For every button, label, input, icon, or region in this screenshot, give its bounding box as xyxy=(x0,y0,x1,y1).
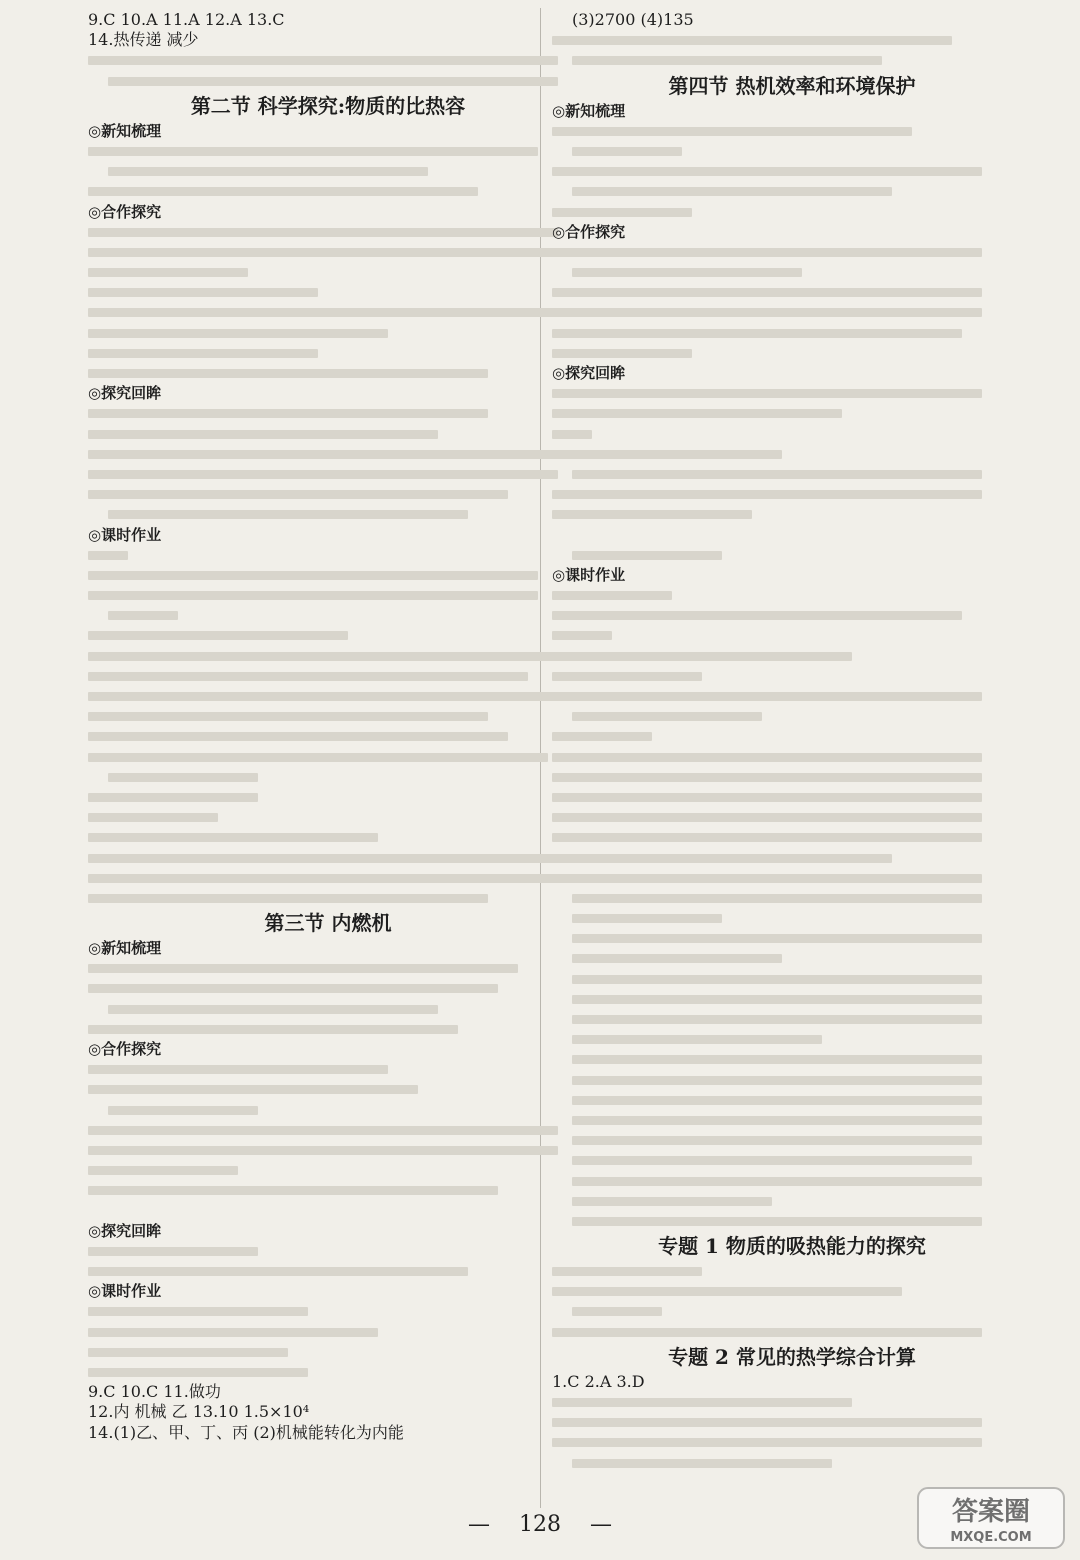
unread-line xyxy=(552,121,1032,141)
text-line: 9.C 10.C 11.做功 xyxy=(88,1382,221,1402)
unread-line xyxy=(552,1191,1032,1211)
section-title: 第三节 内燃机 xyxy=(264,911,392,936)
unread-line xyxy=(552,1281,1032,1301)
unread-line xyxy=(552,1261,1032,1281)
unread-line xyxy=(88,1160,568,1180)
section-label: ◎课时作业 xyxy=(552,565,626,584)
unread-line xyxy=(88,141,568,161)
unread-line xyxy=(552,1301,1032,1321)
text-line: 9.C 10.A 11.A 12.A 13.C xyxy=(88,10,285,29)
section-label: ◎课时作业 xyxy=(88,1282,162,1301)
unread-line xyxy=(88,424,568,444)
unread-line xyxy=(88,565,568,585)
unread-line xyxy=(88,464,568,484)
unread-line xyxy=(88,1140,568,1160)
unread-line xyxy=(552,383,1032,403)
section-title: 第二节 科学探究:物质的比热容 xyxy=(190,93,466,118)
unread-line xyxy=(552,323,1032,343)
unread-line xyxy=(88,403,568,423)
page-number-value: 128 xyxy=(519,1512,561,1537)
unread-line xyxy=(88,605,568,625)
section-title: 专题 1 物质的吸热能力的探究 xyxy=(658,1234,926,1259)
unread-line xyxy=(552,424,1032,444)
unread-line xyxy=(88,1059,568,1079)
unread-line xyxy=(552,444,1032,464)
watermark-title: 答案圈 xyxy=(951,1497,1031,1527)
unread-line xyxy=(88,1322,568,1342)
unread-line xyxy=(88,242,568,262)
unread-line xyxy=(88,1201,568,1221)
page-number-dash: — xyxy=(468,1512,490,1537)
unread-line xyxy=(88,888,568,908)
unread-line xyxy=(552,464,1032,484)
unread-line xyxy=(552,262,1032,282)
unread-line xyxy=(552,302,1032,322)
unread-line xyxy=(88,545,568,565)
section-label: ◎课时作业 xyxy=(88,525,162,544)
unread-line xyxy=(552,807,1032,827)
unread-line xyxy=(552,1110,1032,1130)
unread-line xyxy=(88,222,568,242)
text-line: (3)2700 (4)135 xyxy=(572,10,694,29)
unread-line xyxy=(552,525,1032,545)
page-number-dash: — xyxy=(590,1512,612,1537)
unread-line xyxy=(88,767,568,787)
section-label: ◎探究回眸 xyxy=(88,1221,162,1240)
text-line: 14.(1)乙、甲、丁、丙 (2)机械能转化为内能 xyxy=(88,1422,404,1442)
unread-line xyxy=(552,827,1032,847)
unread-line xyxy=(88,1261,568,1281)
unread-line xyxy=(88,363,568,383)
unread-line xyxy=(88,50,568,70)
unread-line xyxy=(88,343,568,363)
unread-line xyxy=(552,1070,1032,1090)
unread-line xyxy=(88,1100,568,1120)
unread-line xyxy=(552,1090,1032,1110)
unread-line xyxy=(552,969,1032,989)
unread-line xyxy=(88,747,568,767)
text-line: 14.热传递 减少 xyxy=(88,30,199,50)
unread-line xyxy=(552,848,1032,868)
unread-line xyxy=(552,181,1032,201)
right-column xyxy=(552,10,1032,1473)
unread-line xyxy=(552,1130,1032,1150)
unread-line xyxy=(88,978,568,998)
unread-line xyxy=(88,444,568,464)
unread-line xyxy=(552,1029,1032,1049)
unread-line xyxy=(88,706,568,726)
unread-line xyxy=(88,958,568,978)
unread-line xyxy=(88,1079,568,1099)
unread-line xyxy=(552,242,1032,262)
unread-line xyxy=(552,767,1032,787)
unread-line xyxy=(88,726,568,746)
section-label: ◎新知梳理 xyxy=(88,121,162,140)
unread-line xyxy=(88,323,568,343)
section-label: ◎探究回眸 xyxy=(552,364,626,382)
unread-line xyxy=(552,282,1032,302)
unread-line xyxy=(88,646,568,666)
unread-line xyxy=(88,686,568,706)
unread-line xyxy=(552,625,1032,645)
unread-line xyxy=(88,999,568,1019)
section-title: 专题 2 常见的热学综合计算 xyxy=(668,1344,916,1369)
watermark-url: MXQE.COM xyxy=(950,1530,1032,1545)
unread-line xyxy=(88,161,568,181)
section-label: ◎新知梳理 xyxy=(552,101,626,120)
unread-line xyxy=(88,848,568,868)
unread-line xyxy=(552,545,1032,565)
unread-line xyxy=(88,1362,568,1382)
unread-line xyxy=(552,1009,1032,1029)
unread-line xyxy=(88,1019,568,1039)
unread-line xyxy=(552,30,1032,50)
unread-line xyxy=(552,161,1032,181)
unread-line xyxy=(88,625,568,645)
unread-line xyxy=(552,747,1032,767)
unread-line xyxy=(552,50,1032,70)
unread-line xyxy=(552,868,1032,888)
unread-line xyxy=(88,827,568,847)
unread-line xyxy=(552,1150,1032,1170)
unread-line xyxy=(88,1241,568,1261)
unread-line xyxy=(552,202,1032,222)
watermark-logo xyxy=(916,1486,1066,1550)
unread-line xyxy=(88,504,568,524)
unread-line xyxy=(552,403,1032,423)
unread-line xyxy=(552,1412,1032,1432)
unread-line xyxy=(88,1301,568,1321)
unread-line xyxy=(552,989,1032,1009)
unread-line xyxy=(88,1180,568,1200)
unread-line xyxy=(552,585,1032,605)
unread-line xyxy=(88,1120,568,1140)
section-label: ◎合作探究 xyxy=(552,222,626,241)
unread-line xyxy=(552,1049,1032,1069)
unread-line xyxy=(552,787,1032,807)
text-line: 12.内 机械 乙 13.10 1.5×10⁴ xyxy=(88,1402,310,1422)
left-column xyxy=(88,10,568,1443)
unread-line xyxy=(552,686,1032,706)
unread-line xyxy=(552,706,1032,726)
unread-line xyxy=(88,302,568,322)
unread-line xyxy=(552,888,1032,908)
section-label: ◎新知梳理 xyxy=(88,939,162,958)
unread-line xyxy=(552,646,1032,666)
unread-line xyxy=(88,666,568,686)
unread-line xyxy=(552,1453,1032,1473)
unread-line xyxy=(88,585,568,605)
unread-line xyxy=(552,343,1032,363)
section-title: 第四节 热机效率和环境保护 xyxy=(668,73,916,98)
text-line: 1.C 2.A 3.D xyxy=(552,1371,645,1391)
unread-line xyxy=(552,1432,1032,1452)
section-label: ◎合作探究 xyxy=(88,202,162,221)
unread-line xyxy=(88,868,568,888)
unread-line xyxy=(88,181,568,201)
section-label: ◎合作探究 xyxy=(88,1040,162,1058)
unread-line xyxy=(88,807,568,827)
unread-line xyxy=(552,928,1032,948)
unread-line xyxy=(552,1211,1032,1231)
unread-line xyxy=(552,141,1032,161)
unread-line xyxy=(552,1392,1032,1412)
unread-line xyxy=(552,908,1032,928)
unread-line xyxy=(88,282,568,302)
unread-line xyxy=(552,484,1032,504)
unread-line xyxy=(88,262,568,282)
unread-line xyxy=(552,504,1032,524)
unread-line xyxy=(88,1342,568,1362)
section-label: ◎探究回眸 xyxy=(88,384,162,403)
unread-line xyxy=(552,666,1032,686)
unread-line xyxy=(552,948,1032,968)
unread-line xyxy=(552,605,1032,625)
unread-line xyxy=(88,71,568,91)
unread-line xyxy=(552,1322,1032,1342)
unread-line xyxy=(552,726,1032,746)
unread-line xyxy=(88,787,568,807)
unread-line xyxy=(88,484,568,504)
unread-line xyxy=(552,1171,1032,1191)
